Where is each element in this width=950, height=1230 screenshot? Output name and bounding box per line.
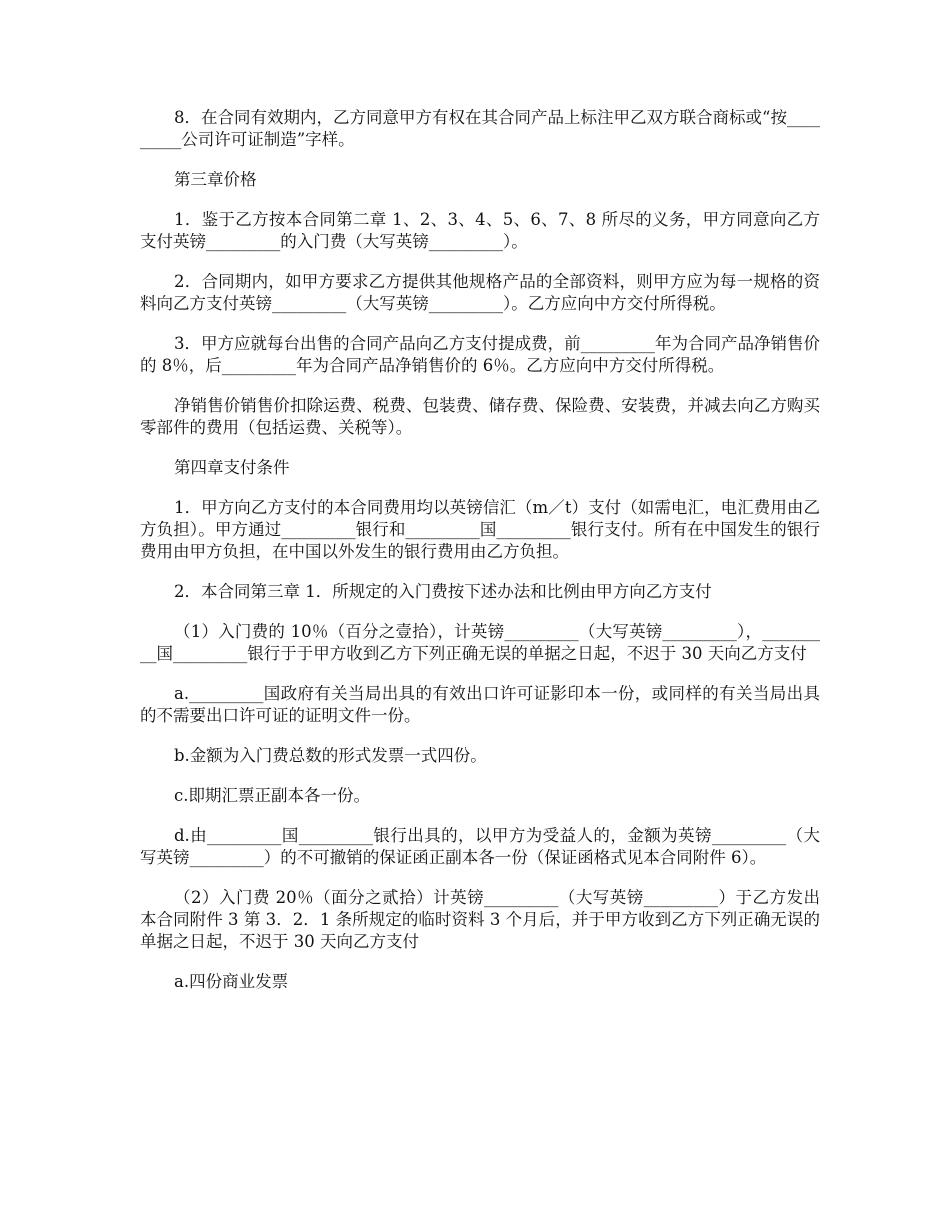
document-item-a-invoices: a.四份商业发票	[174, 972, 289, 991]
document-page	[140, 107, 820, 1011]
price-clause-2: 2．合同期内，如甲方要求乙方提供其他规格产品的全部资料，则甲方应为每一规格的资料向乙方支付英镑_________（大写英镑_________）。乙方应向中方交付所得税。	[140, 272, 820, 313]
document-item-c: c.即期汇票正副本各一份。	[174, 786, 370, 805]
price-clause-3: 3．甲方应就每台出售的合同产品向乙方支付提成费，前_________年为合同产品净销售价的 8％，后_________年为合同产品净销售价的 6％。乙方应向中方交付所得税。	[140, 334, 820, 375]
chapter-4-heading: 第四章支付条件	[174, 458, 290, 477]
payment-item-2: （2）入门费 20％（面分之贰拾）计英镑_________（大写英镑_________）于乙方发出本合同附件 3 第 3．2．1 条所规定的临时资料 3 个月后，并于甲方收到乙方下列正确无误的单据之日起，不迟于 30 天向乙方支付	[140, 888, 820, 951]
net-sales-definition: 净销售价销售价扣除运费、税费、包装费、储存费、保险费、安装费，并减去向乙方购买零部件的费用（包括运费、关税等）。	[140, 396, 820, 437]
chapter-3-heading: 第三章价格	[174, 170, 257, 189]
document-item-a: a._________国政府有关当局出具的有效出口许可证影印本一份，或同样的有关当局出具的不需要出口许可证的证明文件一份。	[140, 684, 820, 725]
payment-clause-1: 1．甲方向乙方支付的本合同费用均以英镑信汇（m／t）支付（如需电汇，电汇费用由乙方负担）。甲方通过_________银行和_________国_________银行支付。所有在中国发生的银行费用由甲方负担，在中国以外发生的银行费用由乙方负担。	[140, 498, 820, 561]
document-item-d: d.由_________国_________银行出具的，以甲方为受益人的，金额为英镑_________（大写英镑_________）的不可撤销的保证函正副本各一份（保证函格式见本合同附件 6）。	[140, 826, 820, 867]
clause-8-trademark: 8．在合同有效期内，乙方同意甲方有权在其合同产品上标注甲乙双方联合商标或“按_________公司许可证制造”字样。	[140, 108, 820, 149]
payment-clause-2: 2．本合同第三章 1．所规定的入门费按下述办法和比例由甲方向乙方支付	[174, 582, 712, 601]
payment-item-1: （1）入门费的 10％（百分之壹拾），计英镑_________（大写英镑_________），_________国_________银行于于甲方收到乙方下列正确无误的单据之日起，不迟于 30 天向乙方支付	[140, 622, 820, 663]
document-item-b: b.金额为入门费总数的形式发票一式四份。	[174, 746, 487, 765]
price-clause-1: 1．鉴于乙方按本合同第二章 1、2、3、4、5、6、7、8 所尽的义务，甲方同意向乙方支付英镑_________的入门费（大写英镑_________）。	[140, 210, 820, 251]
